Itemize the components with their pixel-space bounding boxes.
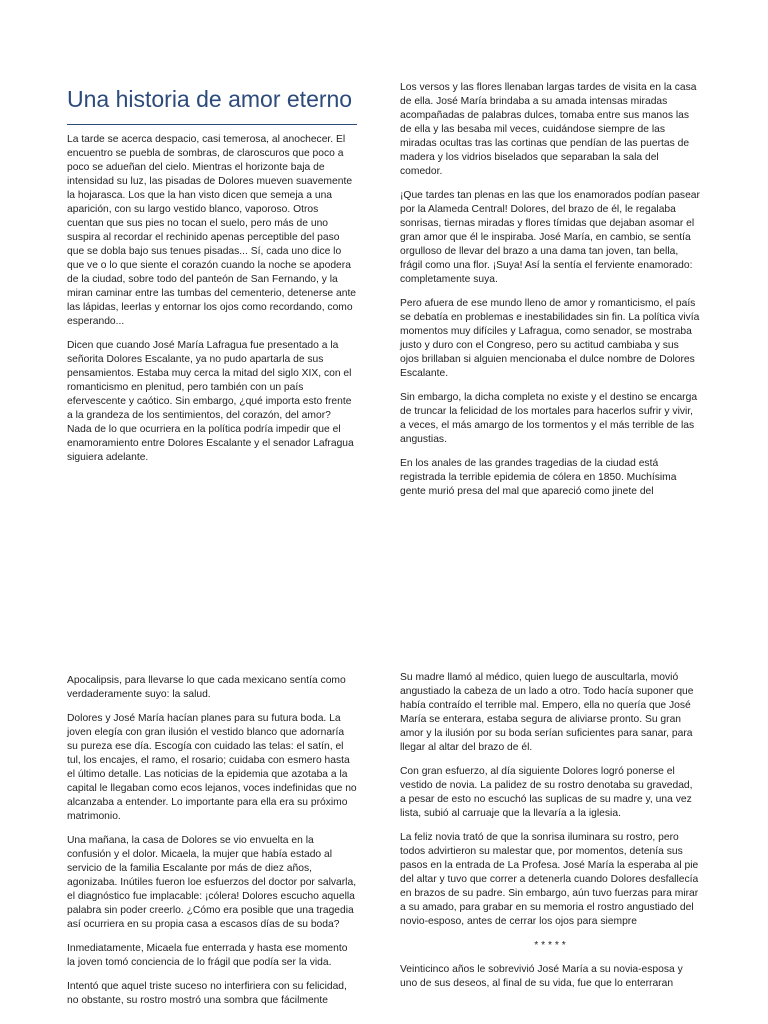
paragraph: ¡Que tardes tan plenas en las que los enamorados podían pasear por la Alameda Central! Dolores, del brazo de él, le regalaba sonrisas, tiernas miradas y flores tímidas que dejaban asomar el gran amor que él le inspiraba. José María, en cambio, se sentía orgulloso de llevar del brazo a una dama tan joven, tan bella, frágil como una flor. ¡Suya! Así la sentía el ferviente enamorado: completamente suya.	[400, 190, 700, 285]
paragraph: Dolores y José María hacían planes para su futura boda. La joven elegía con gran ilusión el vestido blanco que adornaría su pureza ese día. Escogía con cuidado las telas: el satín, el tul, los encajes, el ramo, el rosario; cuidaba con esmero hasta el último detalle. Las noticias de la epidemia que azotaba a la capital le llegaban como ecos lejanos, voces indefinidas que no alcanzaba a entender. Lo importante para ella era su próximo matrimonio.	[67, 713, 357, 822]
paragraph: Una mañana, la casa de Dolores se vio envuelta en la confusión y el dolor. Micaela, la mujer que había estado al servicio de la familia Escalante por más de diez años, agonizaba. Inútiles fueron loe esfuerzos del doctor por salvarla, el diagnóstico fue implacable: ¡cólera! Dolores escucho aquella palabra sin poder creerlo. ¿Cómo era posible que una tragedia así ocurriera en su propia casa a escasos días de su boda?	[67, 835, 357, 930]
paragraph: Con gran esfuerzo, al día siguiente Dolores logró ponerse el vestido de novia. La palidez de su rostro denotaba su gravedad, a pesar de esto no escuchó las suplicas de su madre y, una vez lista, subió al carruaje que la llevaría a la iglesia.	[400, 766, 693, 819]
paragraph: Inmediatamente, Micaela fue enterrada y hasta ese momento la joven tomó conciencia de lo frágil que podía ser la vida.	[67, 943, 348, 968]
paragraph: Veinticinco años le sobrevivió José María a su novia-esposa y uno de sus deseos, al final de su vida, fue que lo enterraran	[400, 964, 683, 989]
section-separator: * * * * *	[534, 940, 566, 951]
column-3	[67, 674, 357, 1018]
paragraph: Intentó que aquel triste suceso no interfiriera con su felicidad, no obstante, su rostro mostró una sombra que fácilmente	[67, 981, 347, 1006]
paragraph: En los anales de las grandes tragedias de la ciudad está registrada la terrible epidemia de cólera en 1850. Muchísima gente murió presa del mal que apareció como jinete del	[400, 458, 677, 497]
paragraph: Sin embargo, la dicha completa no existe y el destino se encarga de truncar la felicidad de los mortales para hacerlos sufrir y vivir, a veces, el más amargo de los tormentos y el más terrible de las angustias.	[400, 392, 698, 445]
column-4	[400, 671, 700, 1001]
paragraph: Los versos y las flores llenaban largas tardes de visita en la casa de ella. José María brindaba a su amada intensas miradas acompañadas de palabras dulces, tomaba entre sus manos las de ella y las besaba mil veces, cuidándose siempre de las miradas ocultas tras las cortinas que pendían de las puertas de madera y los vidrios biselados que separaban la sala del comedor.	[400, 82, 697, 177]
paragraph: Su madre llamó al médico, quien luego de auscultarla, movió angustiado la cabeza de un lado a otro. Todo hacía suponer que había contraído el terrible mal. Empero, ella no quería que José María se enterara, estaba segura de aliviarse pronto. Su gran amor y la ilusión por su boda serían suficientes para sanar, para llegar al altar del brazo de él.	[400, 672, 694, 753]
page-title: Una historia de amor eterno	[67, 84, 357, 125]
column-2	[400, 81, 700, 509]
paragraph: Apocalipsis, para llevarse lo que cada mexicano sentía como verdaderamente suyo: la salud.	[67, 675, 346, 700]
column-1	[67, 84, 357, 475]
paragraph: Dicen que cuando José María Lafragua fue presentado a la señorita Dolores Escalante, ya no pudo apartarla de sus pensamientos. Estaba muy cerca la mitad del siglo XIX, con el romanticismo en plenitud, pero también con un país efervescente y caótico. Sin embargo, ¿qué importa esto frente a la grandeza de los sentimientos, del corazón, del amor? Nada de lo que ocurriera en la política podría impedir que el enamoramiento entre Dolores Escalante y el senador Lafragua siguiera adelante.	[67, 340, 354, 463]
paragraph: La feliz novia trató de que la sonrisa iluminara su rostro, pero todos advirtieron su malestar que, por momentos, detenía sus pasos en la entrada de La Profesa. José María la esperaba al pie del altar y tuvo que correr a detenerla cuando Dolores desfallecía en brazos de su padre. Sin embargo, aún tuvo fuerzas para mirar a su amado, para grabar en su memoria el rostro angustiado del novio-esposo, antes de cerrar los ojos para siempre	[400, 832, 699, 927]
paragraph: Pero afuera de ese mundo lleno de amor y romanticismo, el país se debatía en problemas e inestabilidades sin fin. La política vivía momentos muy difíciles y Lafragua, como senador, se mostraba justo y duro con el Congreso, pero su actitud cambiaba y sus ojos brillaban si alguien mencionaba el dulce nombre de Dolores Escalante.	[400, 298, 700, 379]
paragraph: La tarde se acerca despacio, casi temerosa, al anochecer. El encuentro se puebla de sombras, de claroscuros que poco a poco se adueñan del cielo. Mientras el horizonte baja de intensidad su luz, las pisadas de Dolores mueven suavemente la hojarasca. Los que la han visto dicen que semeja a una aparición, con su largo vestido blanco, vaporoso. Otros cuentan que sus pies no tocan el suelo, pero más de uno suspira al recordar el rechinido apenas perceptible del paso que se dobla bajo sus tenues pisadas... Sí, cada uno dice lo que ve o lo que siente el corazón cuando la noche se apodera de la ciudad, sobre todo del panteón de San Fernando, y la miran caminar entre las tumbas del cementerio, detenerse ante las lápidas, leerlas y entornar los ojos como recordando, como esperando...	[67, 134, 357, 327]
